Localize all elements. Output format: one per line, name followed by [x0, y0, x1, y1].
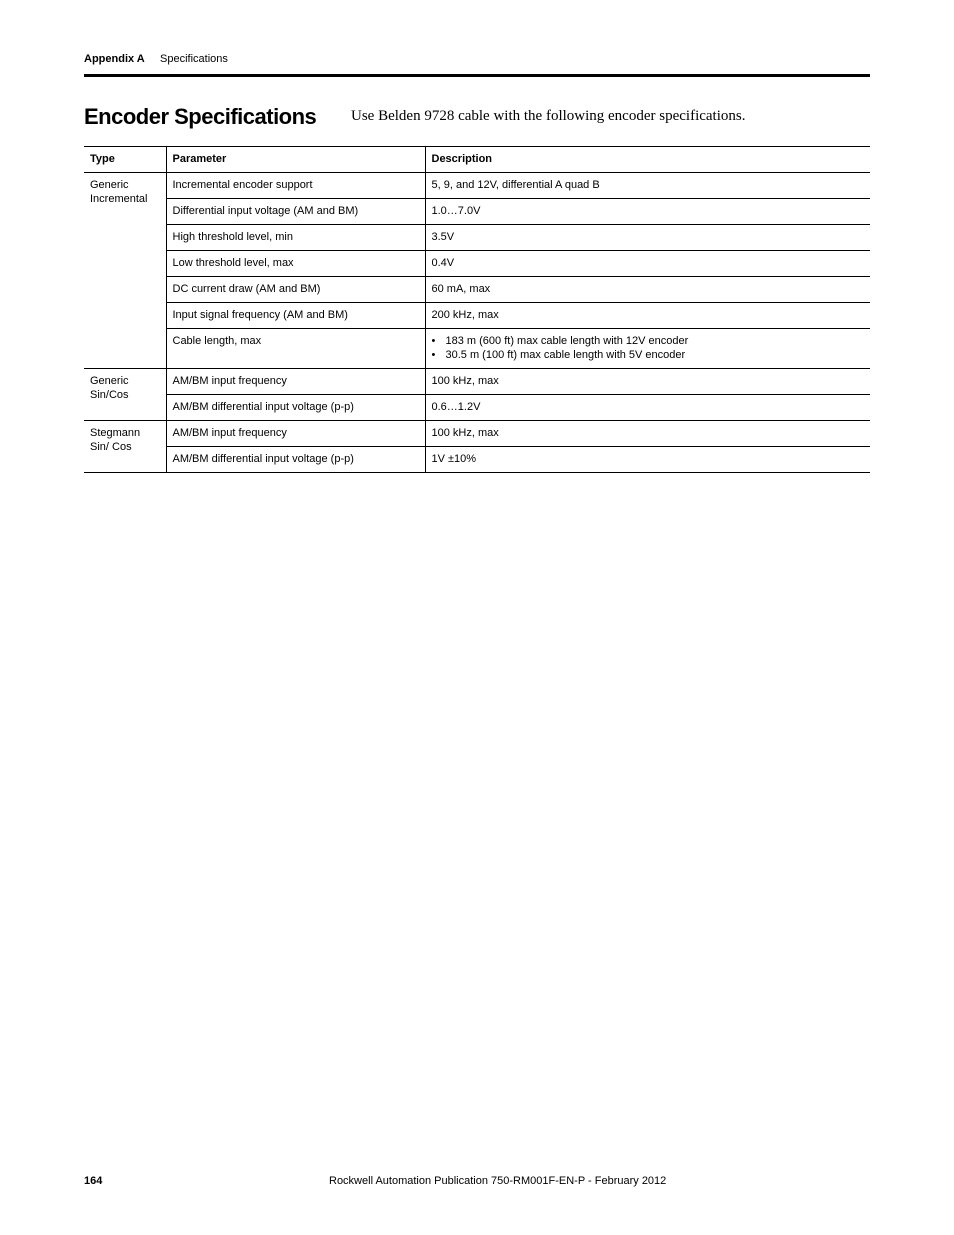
section-label: Specifications — [160, 53, 228, 65]
publication-info: Rockwell Automation Publication 750-RM001F-EN-P - February 2012 — [329, 1175, 667, 1187]
parameter-cell: Incremental encoder support — [166, 173, 425, 199]
table-row — [84, 303, 870, 329]
type-cell — [84, 173, 166, 369]
table-row — [84, 369, 870, 395]
table-row — [84, 173, 870, 199]
description-cell: 0.4V — [425, 251, 870, 277]
type-label: Stegmann Sin/ Cos — [90, 427, 141, 453]
column-header-type: Type — [84, 147, 166, 173]
table-row — [84, 447, 870, 473]
intro-text: Use Belden 9728 cable with the following encoder specifications. — [351, 108, 746, 124]
type-label: Generic Incremental — [90, 179, 148, 205]
column-header-parameter: Parameter — [166, 147, 425, 173]
description-cell: 0.6…1.2V — [425, 395, 870, 421]
parameter-cell: Input signal frequency (AM and BM) — [166, 303, 425, 329]
description-cell: 3.5V — [425, 225, 870, 251]
column-header-description: Description — [425, 147, 870, 173]
parameter-cell: DC current draw (AM and BM) — [166, 277, 425, 303]
type-cell — [84, 421, 166, 473]
parameter-cell: High threshold level, min — [166, 225, 425, 251]
parameter-cell: Low threshold level, max — [166, 251, 425, 277]
table-row — [84, 225, 870, 251]
parameter-cell: Differential input voltage (AM and BM) — [166, 199, 425, 225]
table-row — [84, 251, 870, 277]
description-cell: 100 kHz, max — [425, 369, 870, 395]
table-row — [84, 199, 870, 225]
description-cell: 100 kHz, max — [425, 421, 870, 447]
parameter-cell: AM/BM differential input voltage (p-p) — [166, 395, 425, 421]
type-label: Generic Sin/Cos — [90, 375, 129, 401]
description-cell: 1.0…7.0V — [425, 199, 870, 225]
table-header-row — [84, 147, 870, 173]
header-rule — [84, 74, 870, 77]
parameter-cell: Cable length, max — [166, 329, 425, 369]
appendix-label: Appendix A — [84, 53, 145, 65]
page-number: 164 — [84, 1175, 103, 1187]
description-cell — [425, 329, 870, 369]
table-row — [84, 329, 870, 369]
parameter-cell: AM/BM input frequency — [166, 369, 425, 395]
table-row — [84, 395, 870, 421]
description-cell: 200 kHz, max — [425, 303, 870, 329]
parameter-cell: AM/BM differential input voltage (p-p) — [166, 447, 425, 473]
bullet-list — [432, 334, 865, 362]
bullet-item: • 30.5 m (100 ft) max cable length with 5V encoder — [446, 348, 865, 362]
encoder-spec-table — [84, 146, 870, 473]
table-row — [84, 421, 870, 447]
description-cell: 5, 9, and 12V, differential A quad B — [425, 173, 870, 199]
parameter-cell: AM/BM input frequency — [166, 421, 425, 447]
table-row — [84, 277, 870, 303]
bullet-item: • 183 m (600 ft) max cable length with 12V encoder — [446, 334, 865, 348]
type-cell — [84, 369, 166, 421]
description-cell: 1V ±10% — [425, 447, 870, 473]
description-cell: 60 mA, max — [425, 277, 870, 303]
running-header — [84, 53, 870, 65]
page-title: Encoder Specifications — [84, 104, 317, 129]
